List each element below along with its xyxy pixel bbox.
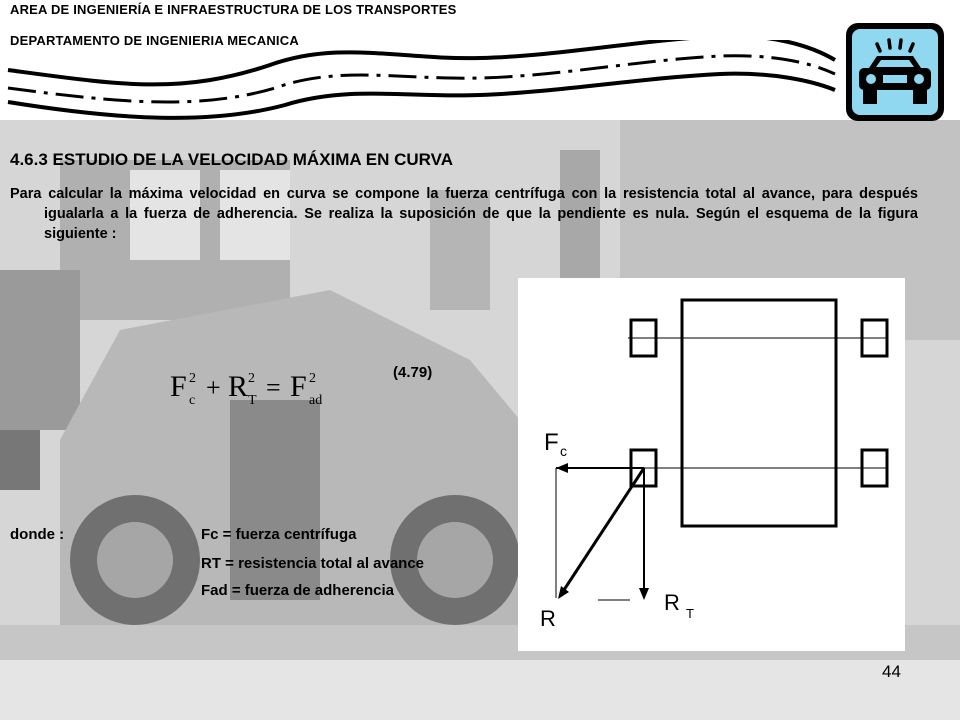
label-Fc-sub: c	[560, 443, 567, 459]
eq-equals: =	[266, 373, 281, 402]
eq-sup2: 2	[248, 371, 255, 386]
label-RT: R	[664, 590, 680, 615]
definition-fc: Fc = fuerza centrífuga	[201, 526, 357, 543]
definition-rt: RT = resistencia total al avance	[201, 555, 425, 572]
equation-number: (4.79)	[393, 364, 433, 381]
header-area-title: AREA DE INGENIERÍA E INFRAESTRUCTURA DE LOS TRANSPORTES	[10, 2, 457, 17]
definition-fad: Fad = fuerza de adherencia	[201, 582, 394, 599]
eq-sub-ad: ad	[309, 393, 323, 408]
eq-F1: F	[170, 370, 187, 403]
definitions-label: donde :	[10, 526, 65, 543]
eq-plus: +	[206, 373, 221, 402]
label-RT-sub: T	[686, 606, 694, 621]
label-R: R	[540, 606, 556, 631]
equation-4-79	[170, 360, 350, 410]
road-banner-graphic	[0, 40, 840, 120]
section-paragraph: Para calcular la máxima velocidad en curva se compone la fuerza centrífuga con la resistencia total al avance, para después igualarla a la fuerza de adherencia. Se realiza la suposición de que la pendiente es nula. Según el esquema de la figura siguiente :	[10, 186, 918, 242]
eq-F2: F	[290, 370, 307, 403]
eq-sub-T: T	[248, 393, 257, 408]
eq-sup1: 2	[189, 371, 196, 386]
car-icon	[843, 20, 947, 124]
header-department-title: DEPARTAMENTO DE INGENIERIA MECANICA	[10, 33, 299, 48]
eq-sub-c: c	[189, 393, 196, 408]
page-number: 44	[882, 662, 901, 681]
eq-R: R	[228, 370, 249, 403]
section-title: 4.6.3 ESTUDIO DE LA VELOCIDAD MÁXIMA EN CURVA	[10, 150, 453, 169]
force-diagram	[518, 278, 905, 651]
label-Fc: F	[544, 429, 559, 456]
eq-sup3: 2	[309, 371, 316, 386]
